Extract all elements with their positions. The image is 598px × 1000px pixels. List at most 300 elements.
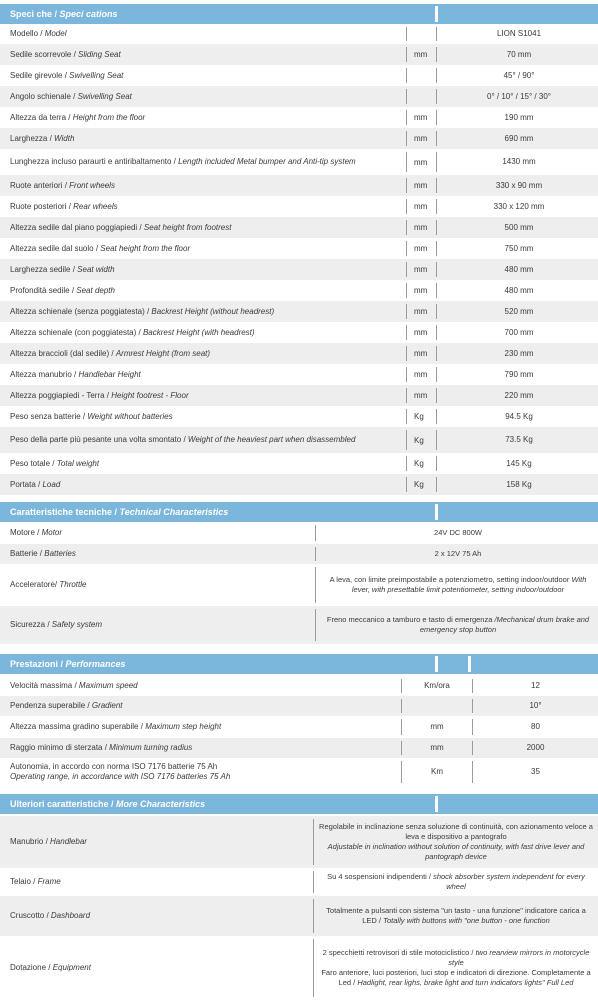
row-label-text <box>10 580 86 590</box>
row-label-text <box>10 837 87 847</box>
label-en: Rear wheels <box>73 201 118 211</box>
label-it: Altezza poggiapiedi - Terra / <box>10 390 112 400</box>
more-row <box>0 816 598 868</box>
column-divider <box>436 47 437 62</box>
header-separator <box>435 796 438 812</box>
column-divider <box>436 388 437 403</box>
technical-header <box>0 502 598 522</box>
label-en: Batteries <box>44 549 76 558</box>
column-divider <box>315 567 316 603</box>
technical-value-text <box>434 528 482 538</box>
value-it: Su 4 sospensioni indipendenti / <box>327 872 434 881</box>
row-label <box>10 453 405 474</box>
spec-value: 1430 mm <box>502 157 536 166</box>
value-it: Freno meccanico a tamburo e tasto di emergenza <box>326 615 495 624</box>
spec-value: 480 mm <box>504 264 534 274</box>
row-label-text <box>10 307 274 317</box>
spec-unit: mm <box>414 307 428 316</box>
row-label-text <box>10 223 231 233</box>
label-en: Maximum speed <box>78 681 138 690</box>
spec-unit: Kg <box>414 459 424 468</box>
label-it: Autonomia, in accordo con norma ISO 7176 batterie 75 Ah <box>10 762 218 771</box>
label-en: Backrest Height (with headrest) <box>142 327 255 337</box>
value-it-2 <box>318 968 594 988</box>
label-it: Peso senza batterie / <box>10 411 88 421</box>
label-it: Raggio minimo di sterzata / <box>10 743 110 752</box>
column-divider <box>406 68 407 83</box>
spec-row <box>0 86 598 107</box>
row-label-text <box>10 480 60 490</box>
label-it: Altezza manubrio / <box>10 369 79 379</box>
header-separator <box>468 656 471 672</box>
row-label-text <box>10 134 74 144</box>
label-it: Larghezza / <box>10 133 55 143</box>
technical-row <box>0 606 598 644</box>
label-it: Acceleratore/ <box>10 580 60 589</box>
spec-value: 94.5 Kg <box>505 411 533 421</box>
row-label-text <box>10 435 355 445</box>
column-divider <box>436 367 437 382</box>
spec-value: 45° / 90° <box>503 70 535 80</box>
row-label-text <box>10 202 118 212</box>
specifications-title-it: Speci che / <box>10 9 60 19</box>
row-label-text <box>10 549 76 559</box>
value-en: Adjustable in inclination without solution of continuity, with fast drive lever and pantograph device <box>327 842 585 861</box>
spec-unit: mm <box>414 349 428 358</box>
column-divider <box>436 199 437 214</box>
technical-value <box>322 606 594 644</box>
column-divider <box>406 409 407 424</box>
technical-value-text <box>435 549 482 559</box>
row-label <box>10 896 300 936</box>
performances-title <box>10 654 126 674</box>
spec-row <box>0 217 598 238</box>
row-label <box>10 427 405 453</box>
label-it: Sedile scorrevole / <box>10 49 79 59</box>
row-label-text <box>10 681 138 691</box>
spec-row <box>0 238 598 259</box>
row-label <box>10 816 300 868</box>
label-it: Ruote posteriori / <box>10 201 74 211</box>
label-en: Model <box>44 29 67 38</box>
row-label <box>10 259 405 280</box>
column-divider <box>406 304 407 319</box>
row-label <box>10 86 405 107</box>
row-label-text <box>10 181 115 191</box>
more-characteristics-header <box>0 794 598 814</box>
row-label-text <box>10 349 210 359</box>
spec-row <box>0 128 598 149</box>
label-it: Sicurezza / <box>10 620 52 629</box>
label-en: Swivelling Seat <box>77 91 132 101</box>
column-divider <box>406 325 407 340</box>
label-en: Swivelling Seat <box>69 70 124 80</box>
technical-title-en: Technical Characteristics <box>119 507 229 517</box>
label-en: Safety system <box>51 620 103 629</box>
performance-unit: mm <box>430 743 444 752</box>
label-en: Weight without batteries <box>87 411 173 421</box>
row-label <box>10 343 405 364</box>
spec-value: 145 Kg <box>506 458 532 468</box>
row-label-text <box>10 459 99 469</box>
label-en: Front wheels <box>69 180 115 190</box>
spec-value: 0° / 10° / 15° / 30° <box>487 91 551 101</box>
label-it: Motore / <box>10 528 42 537</box>
row-label <box>10 474 405 495</box>
spec-value: 750 mm <box>504 243 534 253</box>
label-it: Dotazione / <box>10 963 53 972</box>
value-it: 2 specchietti retrovisori di stile motociclistico / <box>322 948 476 957</box>
row-label-text <box>10 286 115 296</box>
value-it: 24V DC 800W <box>434 528 482 537</box>
spec-row <box>0 259 598 280</box>
label-it: Profondità sedile / <box>10 285 77 295</box>
row-label <box>10 24 405 44</box>
row-label <box>10 676 390 696</box>
performance-unit <box>402 696 472 716</box>
row-label <box>10 301 405 322</box>
label-en: Throttle <box>59 580 87 589</box>
label-it: Lunghezza incluso paraurti e antiribaltamento / <box>10 157 179 166</box>
technical-value <box>322 522 594 544</box>
column-divider <box>406 346 407 361</box>
spec-row <box>0 65 598 86</box>
label-en: Seat height from the floor <box>100 243 191 253</box>
label-it: Batterie / <box>10 549 45 558</box>
more-value-text <box>318 872 594 892</box>
more-value <box>318 868 594 896</box>
row-label-text <box>10 528 62 538</box>
spec-value: 700 mm <box>504 327 534 337</box>
column-divider <box>406 456 407 471</box>
row-label-text <box>10 722 221 732</box>
label-it: Pendenza superabile / <box>10 701 92 710</box>
spec-row <box>0 196 598 217</box>
label-it: Modello / <box>10 29 45 38</box>
value-it: A leva, con limite preimpostabile a potenziometro, setting indoor/outdoor <box>329 575 572 584</box>
label-en: Backrest Height (without headrest) <box>151 306 275 316</box>
spec-unit: mm <box>414 50 428 59</box>
performance-row <box>0 716 598 738</box>
spec-value: 70 mm <box>506 49 532 59</box>
row-label <box>10 385 405 406</box>
spec-value: 500 mm <box>504 222 534 232</box>
technical-title-it: Caratteristiche tecniche / <box>10 507 120 517</box>
column-divider <box>436 477 437 492</box>
column-divider <box>406 283 407 298</box>
label-en: Operating range, in accordance with ISO 7176 batteries 75 Ah <box>10 772 231 781</box>
spec-row <box>0 385 598 406</box>
specifications-header <box>0 4 598 24</box>
more-characteristics-title-en: More Characteristics <box>116 799 206 809</box>
label-en: Equipment <box>52 963 91 972</box>
performance-unit: mm <box>430 722 444 731</box>
row-label <box>10 522 310 544</box>
row-label <box>10 738 390 758</box>
label-it: Manubrio / <box>10 837 51 846</box>
column-divider <box>406 220 407 235</box>
label-it: Cruscotto / <box>10 911 51 920</box>
row-label <box>10 564 310 606</box>
row-label-text <box>10 50 121 60</box>
spec-row <box>0 474 598 495</box>
row-label <box>10 716 390 738</box>
spec-unit: mm <box>414 328 428 337</box>
value-en: With lever, with presettable limit potentiometer, setting indoor/outdoor <box>351 575 587 594</box>
row-label-text <box>10 701 123 711</box>
spec-row <box>0 322 598 343</box>
column-divider <box>436 110 437 125</box>
row-label <box>10 758 390 786</box>
technical-row <box>0 544 598 564</box>
row-label-text <box>10 244 190 254</box>
column-divider <box>436 220 437 235</box>
label-it: Angolo schienale / <box>10 91 78 101</box>
technical-value <box>322 564 594 606</box>
row-label-text <box>10 911 90 921</box>
spec-row <box>0 453 598 474</box>
performance-unit: Km/ora <box>424 681 450 690</box>
column-divider <box>406 47 407 62</box>
label-en: Armrest Height (from seat) <box>115 348 211 358</box>
performances-title-en: Performances <box>65 659 126 669</box>
spec-value: 480 mm <box>504 285 534 295</box>
label-it: Sedile girevole / <box>10 70 70 80</box>
row-label <box>10 217 405 238</box>
spec-value: 73.5 Kg <box>505 435 533 444</box>
technical-value-text <box>322 615 594 635</box>
label-en: Height footrest - Floor <box>111 390 189 400</box>
label-en: Height from the floor <box>72 112 146 122</box>
label-en: Seat depth <box>76 285 115 295</box>
spec-value: LION S1041 <box>496 29 542 38</box>
column-divider <box>436 152 437 172</box>
more-value <box>318 816 594 868</box>
spec-row <box>0 24 598 44</box>
spec-row <box>0 280 598 301</box>
performance-value: 12 <box>531 681 540 690</box>
header-separator <box>435 504 438 520</box>
technical-value-text <box>322 575 594 595</box>
column-divider <box>406 199 407 214</box>
row-label <box>10 322 405 343</box>
column-divider <box>406 27 407 41</box>
column-divider <box>406 262 407 277</box>
row-label-text <box>10 328 255 338</box>
row-label-text <box>10 877 61 887</box>
row-label-text <box>10 762 230 782</box>
column-divider <box>436 325 437 340</box>
label-en: Weight of the heaviest part when disassembled <box>187 435 356 444</box>
column-divider <box>315 609 316 641</box>
spec-value: 190 mm <box>504 112 534 122</box>
spec-row <box>0 149 598 175</box>
spec-row <box>0 427 598 453</box>
spec-unit: mm <box>414 134 428 143</box>
column-divider <box>436 304 437 319</box>
more-value-text <box>318 906 594 926</box>
row-label <box>10 696 390 716</box>
label-en: Seat height from footrest <box>143 222 232 232</box>
label-en: Dashboard <box>50 911 91 920</box>
label-en: Handlebar Height <box>78 369 141 379</box>
row-label-text <box>10 412 173 422</box>
more-characteristics-title-it: Ulteriori caratteristiche / <box>10 799 117 809</box>
column-divider <box>406 178 407 193</box>
label-en: Width <box>54 133 75 143</box>
spec-row <box>0 107 598 128</box>
column-divider <box>406 89 407 104</box>
technical-row <box>0 522 598 544</box>
spec-value: 690 mm <box>504 133 534 143</box>
performance-value: 80 <box>531 722 540 731</box>
row-label <box>10 107 405 128</box>
technical-value <box>322 544 594 564</box>
performances-header <box>0 654 598 674</box>
column-divider <box>313 899 314 933</box>
label-en: Frame <box>37 877 61 886</box>
spec-unit: Kg <box>414 480 424 489</box>
row-label-text <box>10 157 356 167</box>
more-row <box>0 868 598 896</box>
spec-unit: mm <box>414 265 428 274</box>
row-label <box>10 149 405 175</box>
column-divider <box>406 388 407 403</box>
row-label <box>10 196 405 217</box>
column-divider <box>436 456 437 471</box>
more-row <box>0 936 598 1000</box>
column-divider <box>406 477 407 492</box>
row-label-text <box>10 963 91 973</box>
spec-unit: mm <box>414 370 428 379</box>
label-en: Sliding Seat <box>78 49 121 59</box>
performance-value: 2000 <box>526 743 545 752</box>
label-it: Altezza schienale (con poggiatesta) / <box>10 327 143 337</box>
row-label <box>10 128 405 149</box>
spec-value: 330 x 120 mm <box>493 201 545 211</box>
row-label-text <box>10 113 145 123</box>
row-label <box>10 65 405 86</box>
row-label-text <box>10 29 66 39</box>
column-divider <box>436 241 437 256</box>
column-divider <box>436 68 437 83</box>
column-divider <box>313 871 314 893</box>
technical-row <box>0 564 598 606</box>
value-en: two rearview mirrors in motorcycle style <box>448 948 590 967</box>
spec-unit: Kg <box>414 412 424 421</box>
column-divider <box>436 178 437 193</box>
column-divider <box>406 110 407 125</box>
more-value <box>318 936 594 1000</box>
specifications-title-en: Speci cations <box>59 9 118 19</box>
label-en: Gradient <box>91 701 123 710</box>
label-it: Altezza braccioli (dal sedile) / <box>10 348 116 358</box>
specifications-title <box>10 4 118 24</box>
performance-unit: Km <box>431 767 443 776</box>
column-divider <box>436 409 437 424</box>
label-en: Minimum turning radius <box>109 743 193 752</box>
more-value-text <box>318 948 594 988</box>
column-divider <box>313 819 314 865</box>
spec-value: 330 x 90 mm <box>495 180 543 190</box>
row-label <box>10 280 405 301</box>
row-label-text <box>10 620 102 630</box>
label-it: Larghezza sedile / <box>10 264 78 274</box>
label-it: Altezza massima gradino superabile / <box>10 722 146 731</box>
label-it: Velocità massima / <box>10 681 79 690</box>
row-label-text <box>10 92 132 102</box>
performances-title-it: Prestazioni / <box>10 659 66 669</box>
value-en: Hadlight, rear lighs, brake light and turn indicators lights" Full Led <box>357 978 574 987</box>
label-en: Length included Metal bumper and Anti-tip system <box>178 157 356 166</box>
spec-value: 790 mm <box>504 369 534 379</box>
column-divider <box>406 152 407 172</box>
value-it: Faro anteriore, luci posteriori, luci stop e indicatori di direzione. Completamente a Led / <box>321 968 591 987</box>
spec-value: 220 mm <box>504 390 534 400</box>
row-label-text <box>10 265 115 275</box>
label-it: Altezza da terra / <box>10 112 73 122</box>
label-en: Maximum step height <box>145 722 222 731</box>
more-value <box>318 896 594 936</box>
value-en: Totally with buttons with "one button - one function <box>383 916 550 925</box>
label-it: Portata / <box>10 479 43 489</box>
label-en: Seat width <box>77 264 115 274</box>
more-row <box>0 896 598 936</box>
spec-row <box>0 406 598 427</box>
more-characteristics-title <box>10 794 205 814</box>
spec-value: 158 Kg <box>506 479 532 489</box>
performance-row <box>0 696 598 716</box>
spec-row <box>0 44 598 65</box>
spec-unit: mm <box>414 202 428 211</box>
header-separator <box>435 6 438 22</box>
spec-row <box>0 301 598 322</box>
row-label-text <box>10 391 189 401</box>
label-it: Ruote anteriori / <box>10 180 70 190</box>
spec-unit: mm <box>414 113 428 122</box>
column-divider <box>436 262 437 277</box>
row-label <box>10 406 405 427</box>
row-label <box>10 175 405 196</box>
row-label <box>10 868 300 896</box>
label-it: Altezza sedile dal piano poggiapiedi / <box>10 222 144 232</box>
column-divider <box>436 346 437 361</box>
column-divider <box>436 27 437 41</box>
row-label-text <box>10 743 192 753</box>
column-divider <box>406 131 407 146</box>
row-label <box>10 238 405 259</box>
spec-row <box>0 343 598 364</box>
spec-value: 230 mm <box>504 348 534 358</box>
value-it: 2 x 12V 75 Ah <box>434 549 482 558</box>
spec-unit: mm <box>414 181 428 190</box>
column-divider <box>313 939 314 997</box>
row-label <box>10 364 405 385</box>
row-label-text <box>10 71 123 81</box>
label-en: Motor <box>41 528 63 537</box>
value-en: /Mechanical drum brake and emergency stop button <box>419 615 590 634</box>
row-label-text <box>10 370 141 380</box>
row-label <box>10 606 310 644</box>
column-divider <box>436 89 437 104</box>
column-divider <box>406 241 407 256</box>
label-en: Handlebar <box>50 837 87 846</box>
label-en: Load <box>42 479 61 489</box>
spec-unit: mm <box>414 223 428 232</box>
column-divider <box>406 430 407 450</box>
column-divider <box>315 547 316 561</box>
performance-row <box>0 676 598 696</box>
